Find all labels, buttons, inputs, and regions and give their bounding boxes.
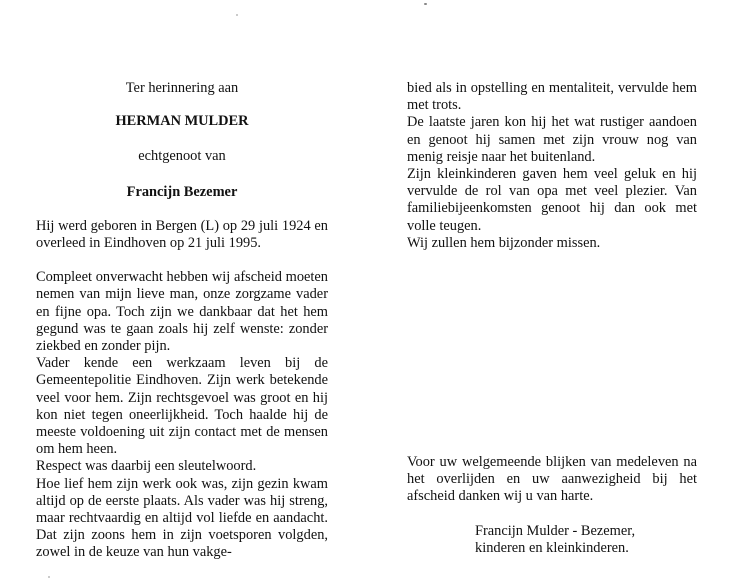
signature-line: Francijn Mulder - Bezemer, xyxy=(475,522,636,539)
relation-line: echtgenoot van xyxy=(138,148,226,165)
print-speck xyxy=(236,14,238,16)
memorial-paragraph: Hoe lief hem zijn werk ook was, zijn gezin kwam altijd op de eerste plaats. Als vader was hij streng, maar rechtvaardig en altijd vol liefde en aandacht. Dat zijn zoons hem in zijn voetsporen volgden, zowel in de keuze van hun vakge- xyxy=(36,475,328,561)
thanks-paragraph: Voor uw welgemeende blijken van medeleven na het overlijden en uw aanwezigheid bij het afscheid danken wij u van harte. xyxy=(407,454,697,505)
deceased-name: HERMAN MULDER xyxy=(115,113,249,130)
memorial-paragraph: Compleet onverwacht hebben wij afscheid moeten nemen van mijn lieve man, onze zorgzame vader en fijne opa. Toch zijn we dankbaar dat het hem gegund was te gaan zoals hij zelf wenste: zonder ziekbed en zonder pijn. xyxy=(36,269,328,355)
right-column xyxy=(407,80,697,252)
memorial-paragraph: Vader kende een werkzaam leven bij de Gemeentepolitie Eindhoven. Zijn werk betekende veel voor hem. Zijn rechtsgevoel was groot en hij kon niet tegen oneerlijkheid. Toch haalde hij de meeste voldoening uit zijn contact met de mensen om hem heen. xyxy=(36,355,328,458)
memorial-paragraph: Zijn kleinkinderen gaven hem veel geluk en hij vervulde de rol van opa met veel plezier. Van familiebijeenkomsten genoot hij dan ook met volle teugen. xyxy=(407,166,697,234)
signature-line: kinderen en kleinkinderen. xyxy=(475,539,629,556)
spouse-name: Francijn Bezemer xyxy=(126,183,238,200)
print-speck xyxy=(48,576,50,578)
memorial-paragraph: Wij zullen hem bijzonder missen. xyxy=(407,234,601,251)
thanks-section xyxy=(407,454,697,557)
memorial-paragraph: bied als in opstelling en mentaliteit, vervulde hem met trots. xyxy=(407,80,697,114)
print-speck xyxy=(424,3,427,5)
birth-death-paragraph: Hij werd geboren in Bergen (L) op 29 juli 1924 en overleed in Eindhoven op 21 juli 1995. xyxy=(36,217,328,252)
memorial-paragraph: Respect was daarbij een sleutelwoord. xyxy=(36,458,257,475)
signature xyxy=(407,523,697,557)
memorial-paragraph: De laatste jaren kon hij het wat rustiger aandoen en genoot hij samen met zijn vrouw nog van menig reisje naar het buitenland. xyxy=(407,114,697,165)
intro-line: Ter herinnering aan xyxy=(125,80,239,96)
left-column xyxy=(36,80,328,562)
